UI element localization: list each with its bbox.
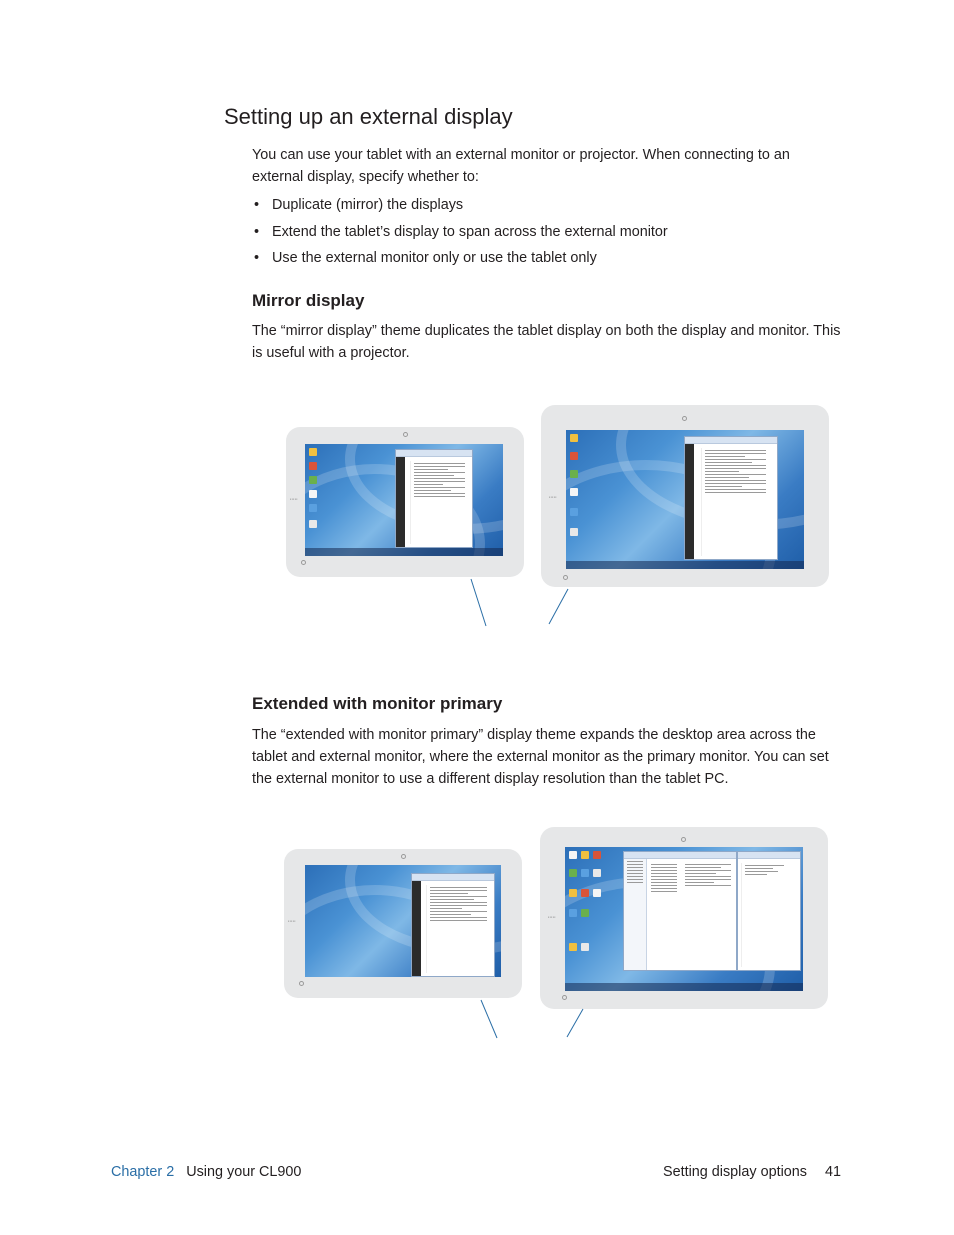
page-title: Setting up an external display <box>224 104 513 129</box>
footer-section <box>663 1164 841 1180</box>
button-strip-icon: ▪▪▪▪▪ <box>290 497 298 501</box>
button-strip-icon: ▪▪▪▪▪ <box>288 919 296 923</box>
footer-chapter <box>111 1164 301 1180</box>
chapter-label: Chapter 2 <box>111 1164 175 1180</box>
extended-display-figure <box>282 826 830 1040</box>
page-number: 41 <box>824 1164 841 1180</box>
list-item: • Extend the tablet’s display to span across the external monitor <box>252 221 668 248</box>
chapter-title: Using your CL900 <box>186 1164 302 1180</box>
mirror-display-heading: Mirror display <box>252 291 365 310</box>
button-strip-icon: ▪▪▪▪▪ <box>548 915 556 919</box>
list-item: • Duplicate (mirror) the displays <box>252 194 668 221</box>
mirror-display-paragraph: The “mirror display” theme duplicates the tablet display on both the display and monitor. This is useful with a projector. <box>252 323 841 361</box>
mirror-display-figure <box>284 404 830 630</box>
connector-lines <box>282 826 830 1040</box>
section-label: Setting display options <box>662 1164 807 1180</box>
list-item: • Use the external monitor only or use the tablet only <box>252 247 668 274</box>
extended-display-paragraph: The “extended with monitor primary” display theme expands the desktop area across the tablet and external monitor, where the external monitor as the primary monitor. You can set the external monitor to use a different display resolution than the tablet PC. <box>252 727 829 787</box>
extended-display-heading: Extended with monitor primary <box>252 694 503 713</box>
button-strip-icon: ▪▪▪▪▪ <box>549 495 557 499</box>
intro-paragraph: You can use your tablet with an external monitor or projector. When connecting to an external display, specify whether to: <box>252 147 790 185</box>
display-options-list <box>252 194 668 274</box>
connector-lines <box>284 404 830 630</box>
